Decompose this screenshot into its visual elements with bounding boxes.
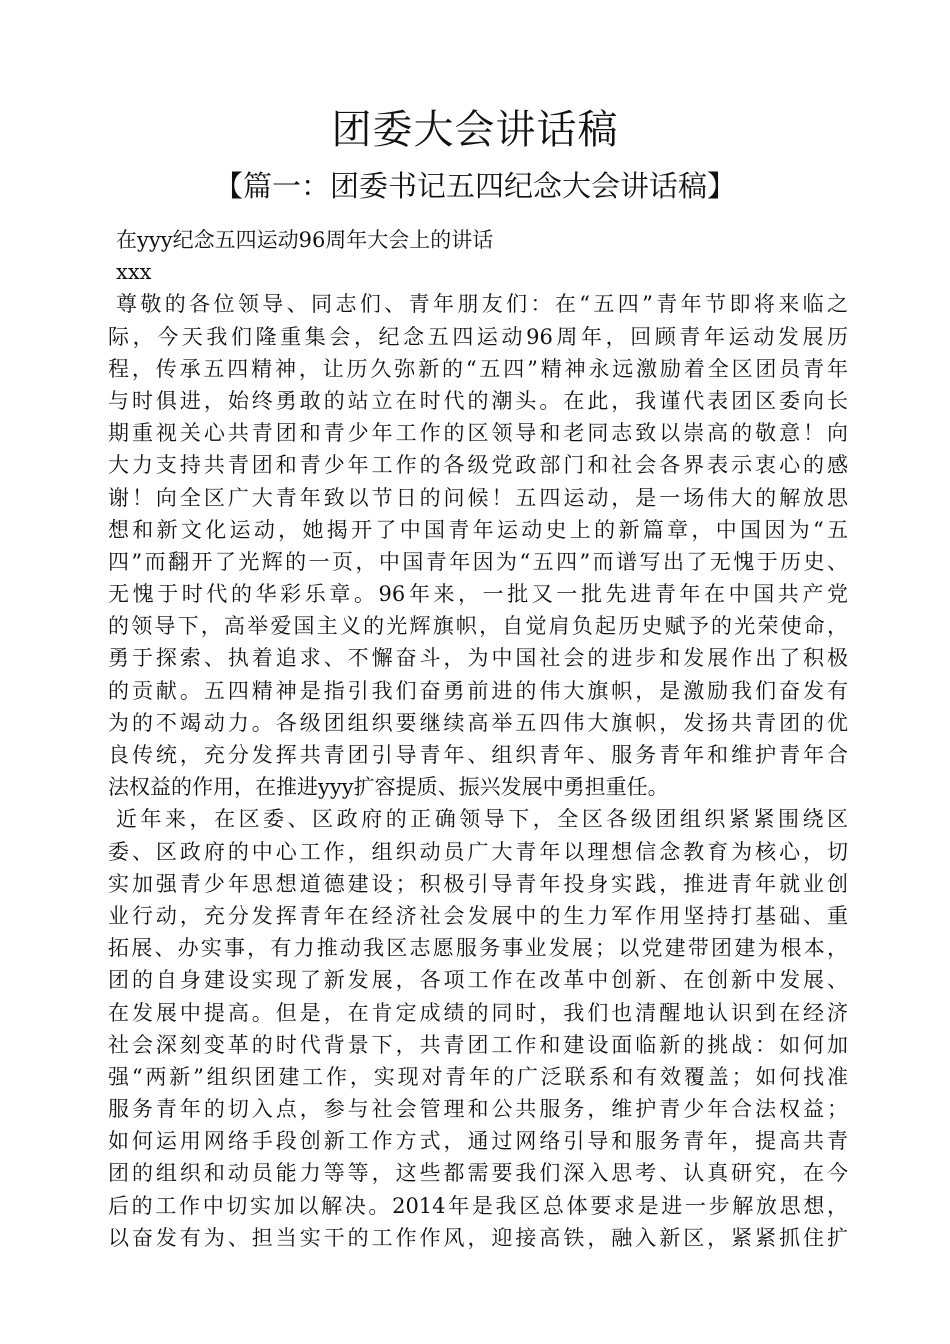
body-line: 与时俱进，始终勇敢的站立在时代的潮头。在此，我谨代表团区委向长 — [108, 388, 848, 413]
body-line: 团的自身建设实现了新发展，各项工作在改革中创新、在创新中发展、 — [108, 968, 848, 993]
body-line: 为的不竭动力。各级团组织要继续高举五四伟大旗帜，发扬共青团的优 — [108, 710, 848, 735]
document-title: 团委大会讲话稿 — [331, 107, 619, 153]
body-line: 勇于探索、执着追求、不懈奋斗，为中国社会的进步和发展作出了积极 — [108, 646, 848, 671]
body-line: 谢！向全区广大青年致以节日的问候！五四运动，是一场伟大的解放思 — [108, 485, 848, 510]
body-line: 良传统，充分发挥共青团引导青年、组织青年、服务青年和维护青年合 — [108, 743, 848, 767]
body-line: 期重视关心共青团和青少年工作的区领导和老同志致以崇高的敬意！向 — [108, 421, 848, 446]
body-line: 想和新文化运动，她揭开了中国青年运动史上的新篇章，中国因为“五 — [108, 517, 848, 542]
body-line: 的贡献。五四精神是指引我们奋勇前进的伟大旗帜，是激励我们奋发有 — [108, 678, 848, 703]
body-line: 委、区政府的中心工作，组织动员广大青年以理想信念教育为核心，切 — [108, 839, 848, 864]
body-line: 后的工作中切实加以解决。2014年是我区总体要求是进一步解放思想， — [108, 1193, 848, 1218]
body-line: 在发展中提高。但是，在肯定成绩的同时，我们也清醒地认识到在经济 — [108, 1000, 848, 1025]
body-line: 如何运用网络手段创新工作方式，通过网络引导和服务青年，提高共青 — [108, 1129, 848, 1154]
body-line: 近年来，在区委、区政府的正确领导下，全区各级团组织紧紧围绕区 — [116, 807, 848, 832]
body-line: 强“两新”组织团建工作，实现对青年的广泛联系和有效覆盖；如何找准 — [108, 1064, 848, 1089]
body-line: 服务青年的切入点，参与社会管理和公共服务，维护青少年合法权益； — [108, 1097, 848, 1122]
body-line: 大力支持共青团和青少年工作的各级党政部门和社会各界表示衷心的感 — [108, 453, 848, 478]
body-line: 无愧于时代的华彩乐章。96年来，一批又一批先进青年在中国共产党 — [108, 582, 848, 607]
document-body — [108, 224, 848, 1254]
body-line: 拓展、办实事，有力推动我区志愿服务事业发展；以党建带团建为根本， — [108, 936, 848, 961]
body-line: 四”而翻开了光辉的一页，中国青年因为“五四”而谱写出了无愧于历史、 — [108, 549, 848, 574]
body-line: 团的组织和动员能力等等，这些都需要我们深入思考、认真研究，在今 — [108, 1161, 848, 1186]
body-line: 程，传承五四精神，让历久弥新的“五四”精神永远激励着全区团员青年 — [108, 356, 848, 381]
body-line: 尊敬的各位领导、同志们、青年朋友们：在“五四”青年节即将来临之 — [116, 292, 848, 317]
body-line: 业行动，充分发挥青年在经济社会发展中的生力军作用坚持打基础、重 — [108, 903, 848, 928]
body-line: 实加强青少年思想道德建设；积极引导青年投身实践，推进青年就业创 — [108, 871, 848, 896]
body-line: 的领导下，高举爱国主义的光辉旗帜，自觉肩负起历史赋予的光荣使命， — [108, 614, 848, 639]
document-subtitle: 【篇一：团委书记五四纪念大会讲话稿】 — [213, 169, 736, 203]
body-line-speech-heading: 在yyy纪念五四运动96周年大会上的讲话 — [116, 228, 494, 252]
body-line-author: xxx — [116, 260, 152, 285]
body-line: 社会深刻变革的时代背景下，共青团工作和建设面临新的挑战：如何加 — [108, 1032, 848, 1057]
body-line: 法权益的作用，在推进yyy扩容提质、振兴发展中勇担重任。 — [108, 775, 669, 800]
body-line: 际，今天我们隆重集会，纪念五四运动96周年，回顾青年运动发展历 — [108, 324, 848, 349]
body-line: 以奋发有为、担当实干的工作作风，迎接高铁，融入新区，紧紧抓住扩 — [108, 1225, 848, 1250]
